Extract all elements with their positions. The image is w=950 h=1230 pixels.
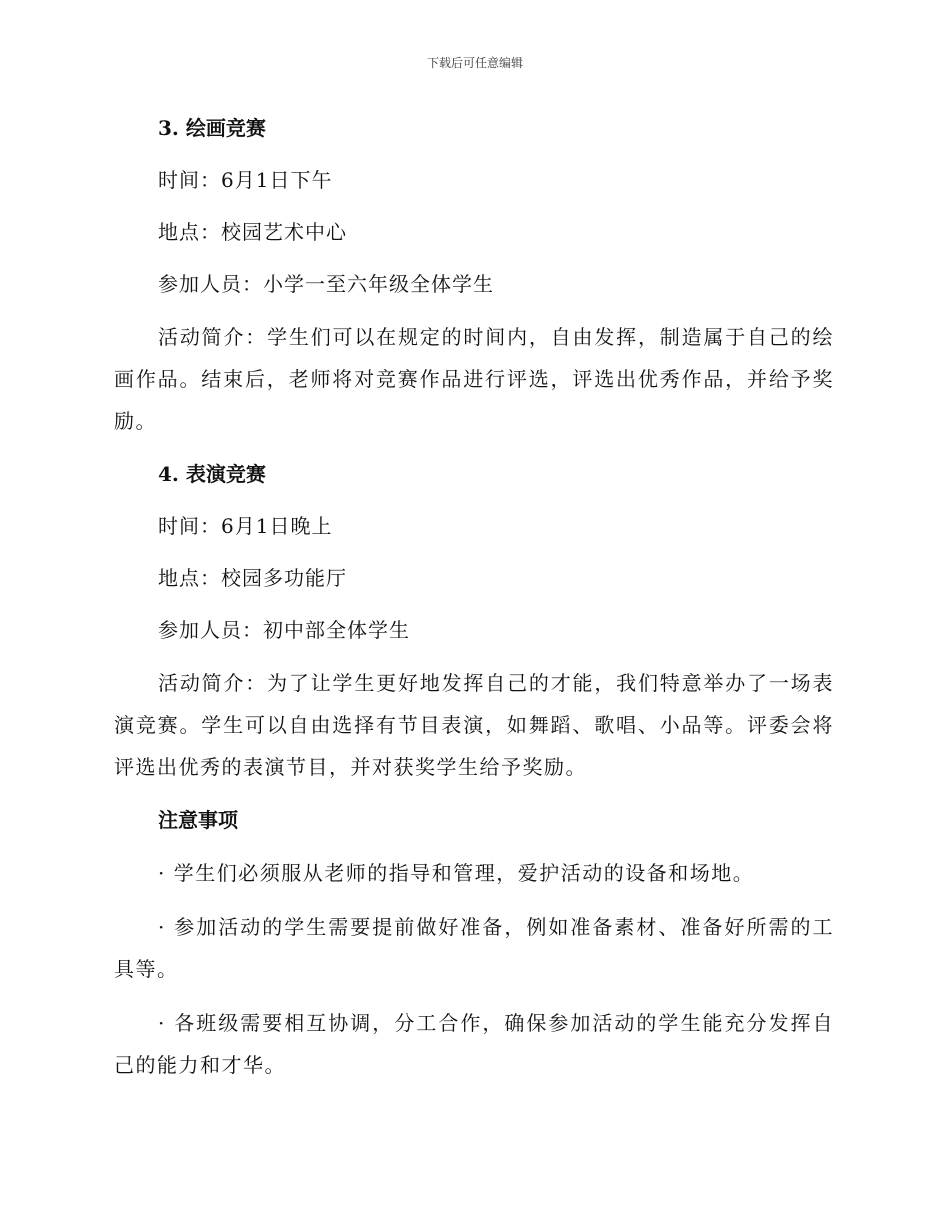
section-intro: 活动简介：为了让学生更好地发挥自己的才能，我们特意举办了一场表演竞赛。学生可以自由选择有节目表演，如舞蹈、歌唱、小品等。评委会将评选出优秀的表演节目，并对获奖学生给予奖励。 (114, 671, 834, 779)
notes-item: · 参加活动的学生需要提前做好准备，例如准备素材、准备好所需的工具等。 (114, 915, 834, 981)
section-painting-contest (114, 108, 834, 442)
section-heading: 4. 表演竞赛 (158, 462, 266, 486)
notes-item: · 各班级需要相互协调，分工合作，确保参加活动的学生能充分发挥自己的能力和才华。 (114, 1011, 834, 1077)
section-participants: 参加人员：小学一至六年级全体学生 (158, 272, 494, 296)
section-time: 时间：6月1日晚上 (158, 514, 333, 538)
section-intro: 活动简介：学生们可以在规定的时间内，自由发挥，制造属于自己的绘画作品。结束后，老师将对竞赛作品进行评选，评选出优秀作品，并给予奖励。 (114, 325, 834, 433)
section-participants: 参加人员：初中部全体学生 (158, 618, 410, 642)
section-place: 地点：校园艺术中心 (158, 220, 347, 244)
notes-section (114, 800, 834, 1086)
document-body (114, 108, 834, 1086)
section-performance-contest (114, 454, 834, 788)
notes-heading: 注意事项 (158, 808, 238, 832)
notes-item: · 学生们必须服从老师的指导和管理，爱护活动的设备和场地。 (158, 861, 755, 885)
section-heading: 3. 绘画竞赛 (158, 116, 266, 140)
page-header: 下载后可任意编辑 (426, 56, 523, 70)
section-place: 地点：校园多功能厅 (158, 566, 347, 590)
section-time: 时间：6月1日下午 (158, 168, 333, 192)
